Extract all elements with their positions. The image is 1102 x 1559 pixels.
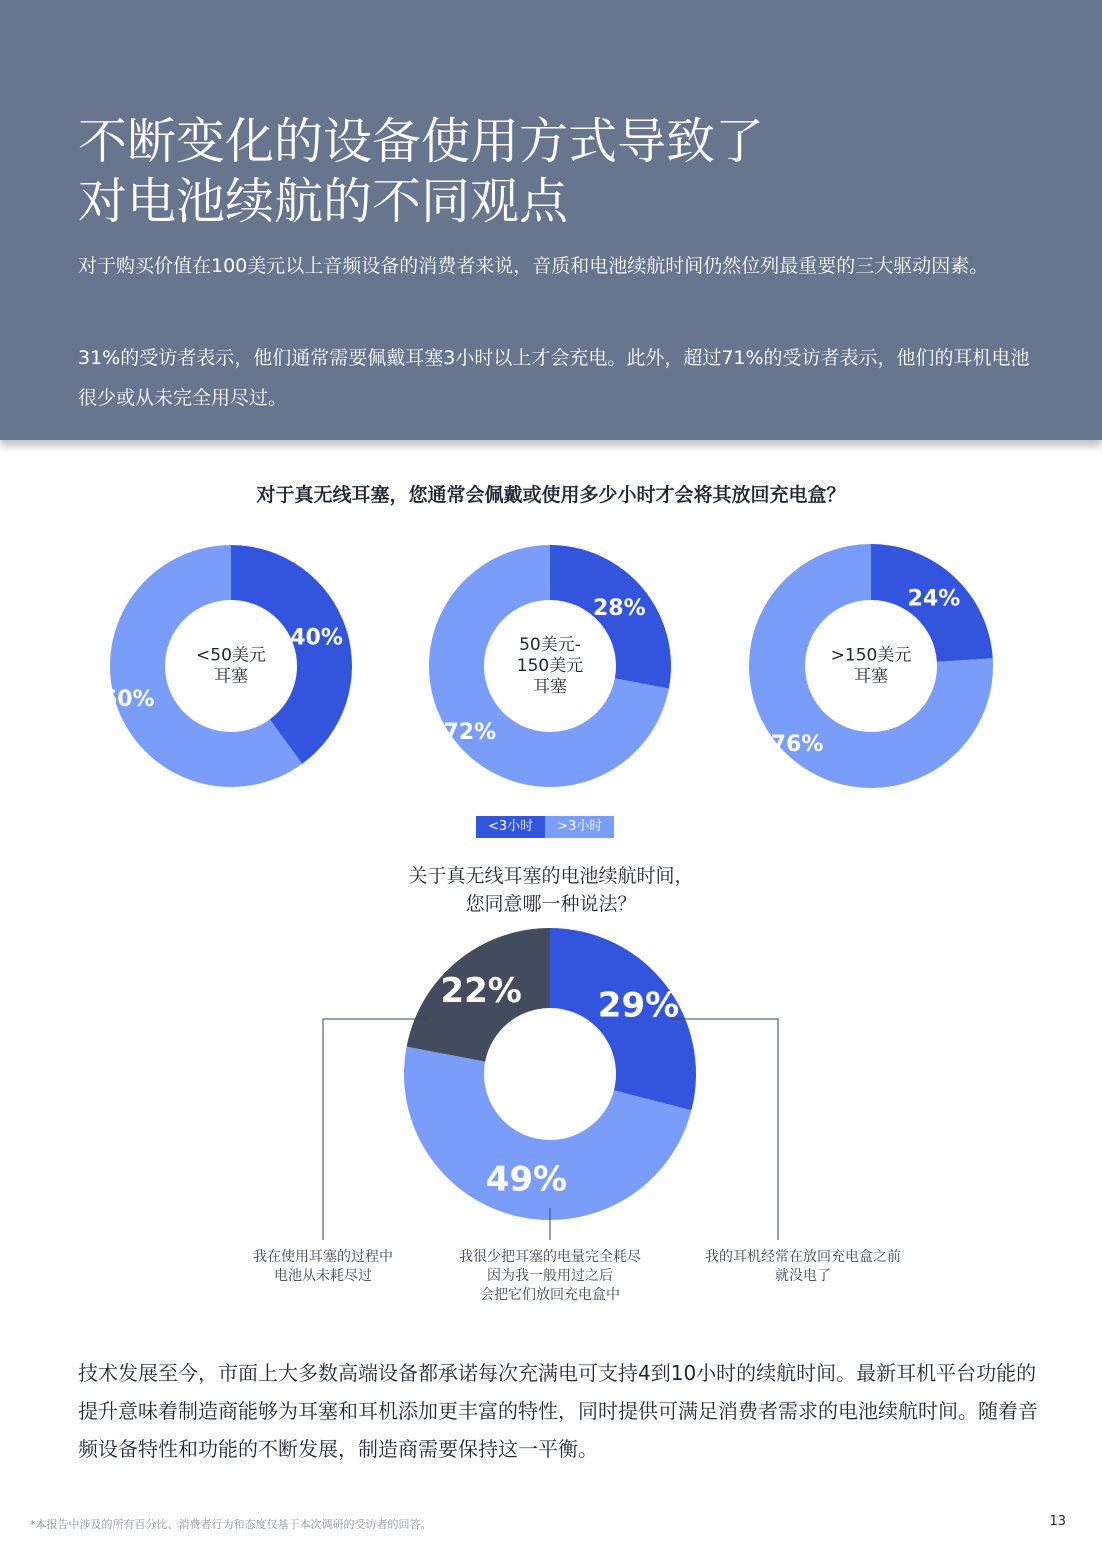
title-line: 不断变化的设备使用方式导致了 [78,113,765,170]
chart-legend [476,816,614,838]
annotation-line: 就没电了 [775,1268,831,1284]
annotation-line: 电池从未耗尽过 [274,1268,372,1284]
donut-center-label: 耳塞 [214,666,248,687]
annotation-often-drained [678,1248,928,1286]
question-1-title: 对于真无线耳塞，您通常会佩戴或使用多少小时才会将其放回充电盒？ [256,484,846,506]
legend-item-under-3h: <3小时 [476,816,545,838]
legend-item-over-3h: >3小时 [545,816,614,838]
slice-value-label: 60% [101,686,155,712]
donut-center-label: >150美元 [830,645,912,666]
question-2-line: 您同意哪一种说法？ [465,893,637,915]
intro-paragraph-2: 31%的受访者表示，他们通常需要佩戴耳塞3小时以上才会充电。此外，超过71%的受访者表示，他们的耳机电池很少或从未完全用尽过。 [78,347,1030,409]
slice-value-label: 40% [290,625,343,651]
slice-value-label: 28% [593,596,646,622]
question-2-line: 关于真无线耳塞的电池续航时间， [408,865,694,887]
slice-value-label: 72% [443,719,497,745]
donut-chart-under-50 [102,545,352,787]
page-number: 13 [1049,1514,1066,1529]
slice-value-label: 76% [770,732,824,758]
slice-value-label: 24% [907,586,961,612]
slice-value-label: 22% [440,970,522,1011]
body-paragraph: 技术发展至今，市面上大多数高端设备都承诺每次充满电可支持4到10小时的续航时间。最新耳机平台功能的提升意味着制造商能够为耳塞和耳机添加更丰富的特性，同时提供可满足消费者需求的电池续航时间。随着音频设备特性和功能的不断发展，制造商需要保持这一平衡。 [78,1361,1038,1461]
intro-paragraph-1: 对于购买价值在100美元以上音频设备的消费者来说，音质和电池续航时间仍然位列最重要的三大驱动因素。 [78,255,989,277]
donut-center-label: 150美元 [516,656,584,676]
slice-value-label: 29% [597,985,680,1026]
slice-value-label: 49% [485,1159,568,1200]
annotation-line: 我在使用耳塞的过程中 [253,1249,393,1265]
annotation-line: 会把它们放回充电盒中 [480,1287,620,1303]
annotation-rarely-drained [430,1248,670,1305]
donut-center-label: 耳塞 [854,666,888,687]
donut-center-label: 耳塞 [533,677,567,697]
donut-chart-battery-statements [404,928,696,1220]
donut-center-label: <50美元 [196,645,266,666]
footnote: *本报告中涉及的所有百分比、消费者行为和态度仅基于本次调研的受访者的回答。 [30,1518,432,1531]
title-line: 对电池续航的不同观点 [78,173,569,230]
donut-chart-50-150 [429,545,671,787]
donut-center-label: 50美元- [519,635,581,655]
question-2-title [0,862,1102,918]
annotation-line: 因为我一般用过之后 [487,1268,613,1284]
annotation-line: 我的耳机经常在放回充电盒之前 [705,1249,901,1265]
donut-chart-over-150 [749,544,993,788]
annotation-never-drained [223,1248,423,1286]
annotation-line: 我很少把耳塞的电量完全耗尽 [459,1249,641,1265]
